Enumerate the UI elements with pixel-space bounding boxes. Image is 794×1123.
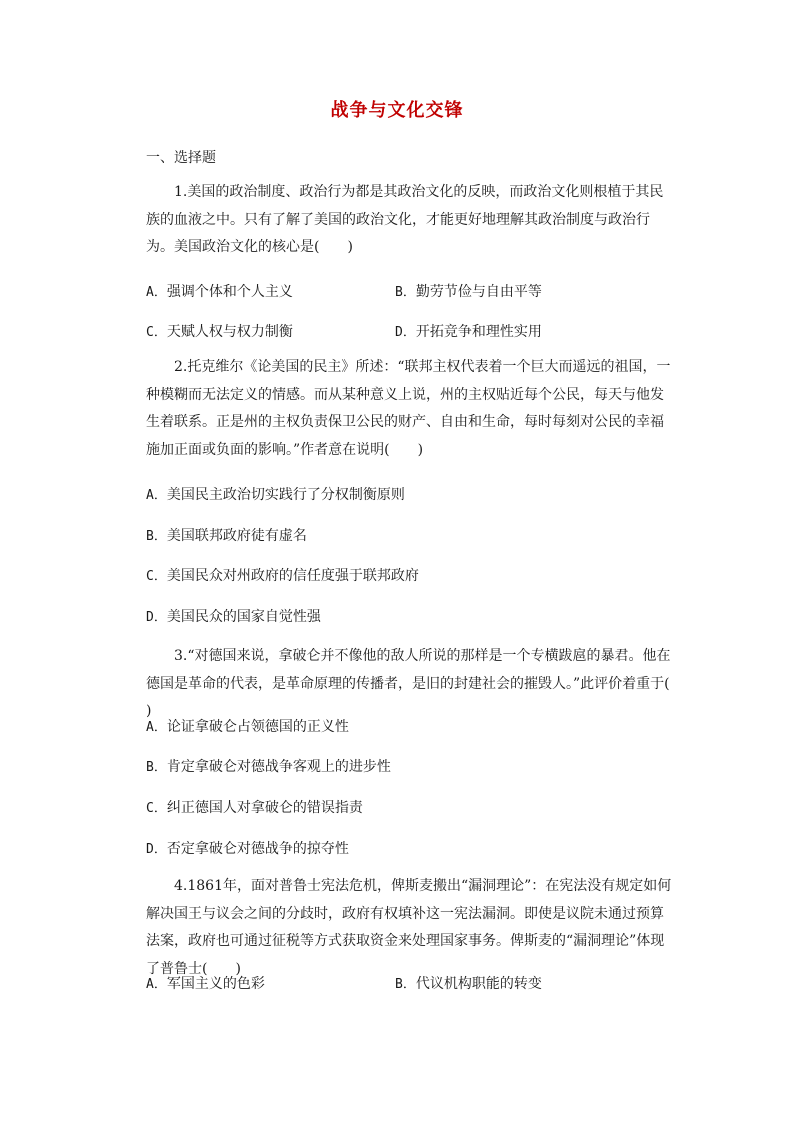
option-text: 强调个体和个人主义	[166, 284, 293, 300]
option-letter: C．	[146, 569, 167, 584]
question-1-option-c	[146, 321, 293, 341]
question-3-stem: 3.“对德国来说，拿破仑并不像他的敌人所说的那样是一个专横跋扈的暴君。他在德国是革命的代表，是革命原理的传播者，是旧的封建社会的摧毁人。”此评价着重于( )	[146, 648, 698, 719]
option-text: 美国民主政治切实践行了分权制衡原则	[166, 487, 405, 503]
option-letter: D．	[146, 842, 167, 857]
option-letter: B．	[395, 977, 416, 992]
option-letter: D．	[395, 325, 416, 340]
option-letter: A．	[146, 720, 167, 735]
question-2-option-c	[146, 565, 419, 585]
option-text: 美国联邦政府徒有虚名	[166, 528, 307, 544]
option-text: 纠正德国人对拿破仑的错误指责	[166, 800, 363, 816]
option-letter: C．	[146, 801, 167, 816]
question-3-option-a	[146, 716, 349, 736]
question-2-option-b	[146, 525, 307, 545]
option-text: 勤劳节俭与自由平等	[415, 284, 542, 300]
option-text: 肯定拿破仑对德战争客观上的进步性	[166, 759, 391, 775]
option-text: 军国主义的色彩	[166, 976, 265, 992]
question-1-option-a	[146, 281, 293, 301]
option-text: 开拓竞争和理性实用	[415, 324, 542, 340]
question-1-option-d	[395, 321, 542, 341]
question-2-stem: 2.托克维尔《论美国的民主》所述：“联邦主权代表着一个巨大而遥远的祖国，一种模糊而无法定义的情感。而从某种意义上说，州的主权贴近每个公民，每天与他发生着联系。正是州的主权负责保卫公民的财产、自由和生命，每时每刻对公民的幸福施加正面或负面的影响。”作者意在说明( )	[146, 359, 671, 458]
option-letter: A．	[146, 488, 167, 503]
document-title: 战争与文化交锋	[330, 100, 464, 121]
option-text: 否定拿破仑对德战争的掠夺性	[166, 841, 349, 857]
question-1-option-b	[395, 281, 542, 301]
option-text: 美国民众对州政府的信任度强于联邦政府	[166, 568, 419, 584]
question-2-option-a	[146, 484, 405, 504]
question-4-stem: 4.1861年，面对普鲁士宪法危机，俾斯麦搬出“漏洞理论”：在宪法没有规定如何解决国王与议会之间的分歧时，政府有权填补这一宪法漏洞。即使是议院未通过预算法案，政府也可通过征税等方式获取资金来处理国家事务。俾斯麦的“漏洞理论”体现了普鲁士( )	[146, 878, 672, 977]
question-3-option-b	[146, 756, 391, 776]
question-4-option-a	[146, 973, 265, 993]
question-1-stem: 1.美国的政治制度、政治行为都是其政治文化的反映，而政治文化则根植于其民族的血液之中。只有了解了美国的政治文化，才能更好地理解其政治制度与政治行为。美国政治文化的核心是( )	[146, 184, 664, 255]
option-letter: D．	[146, 610, 167, 625]
option-letter: A．	[146, 285, 167, 300]
section-heading: 一、选择题	[146, 150, 216, 166]
option-text: 论证拿破仑占领德国的正义性	[166, 719, 349, 735]
option-letter: B．	[146, 760, 167, 775]
question-2-option-d	[146, 606, 321, 626]
question-3-option-c	[146, 797, 363, 817]
option-text: 美国民众的国家自觉性强	[166, 609, 321, 625]
question-3-option-d	[146, 838, 349, 858]
option-text: 代议机构职能的转变	[415, 976, 542, 992]
question-4-option-b	[395, 973, 542, 993]
option-letter: B．	[395, 285, 416, 300]
option-text: 天赋人权与权力制衡	[166, 324, 293, 340]
option-letter: B．	[146, 529, 167, 544]
option-letter: A．	[146, 977, 167, 992]
option-letter: C．	[146, 325, 167, 340]
